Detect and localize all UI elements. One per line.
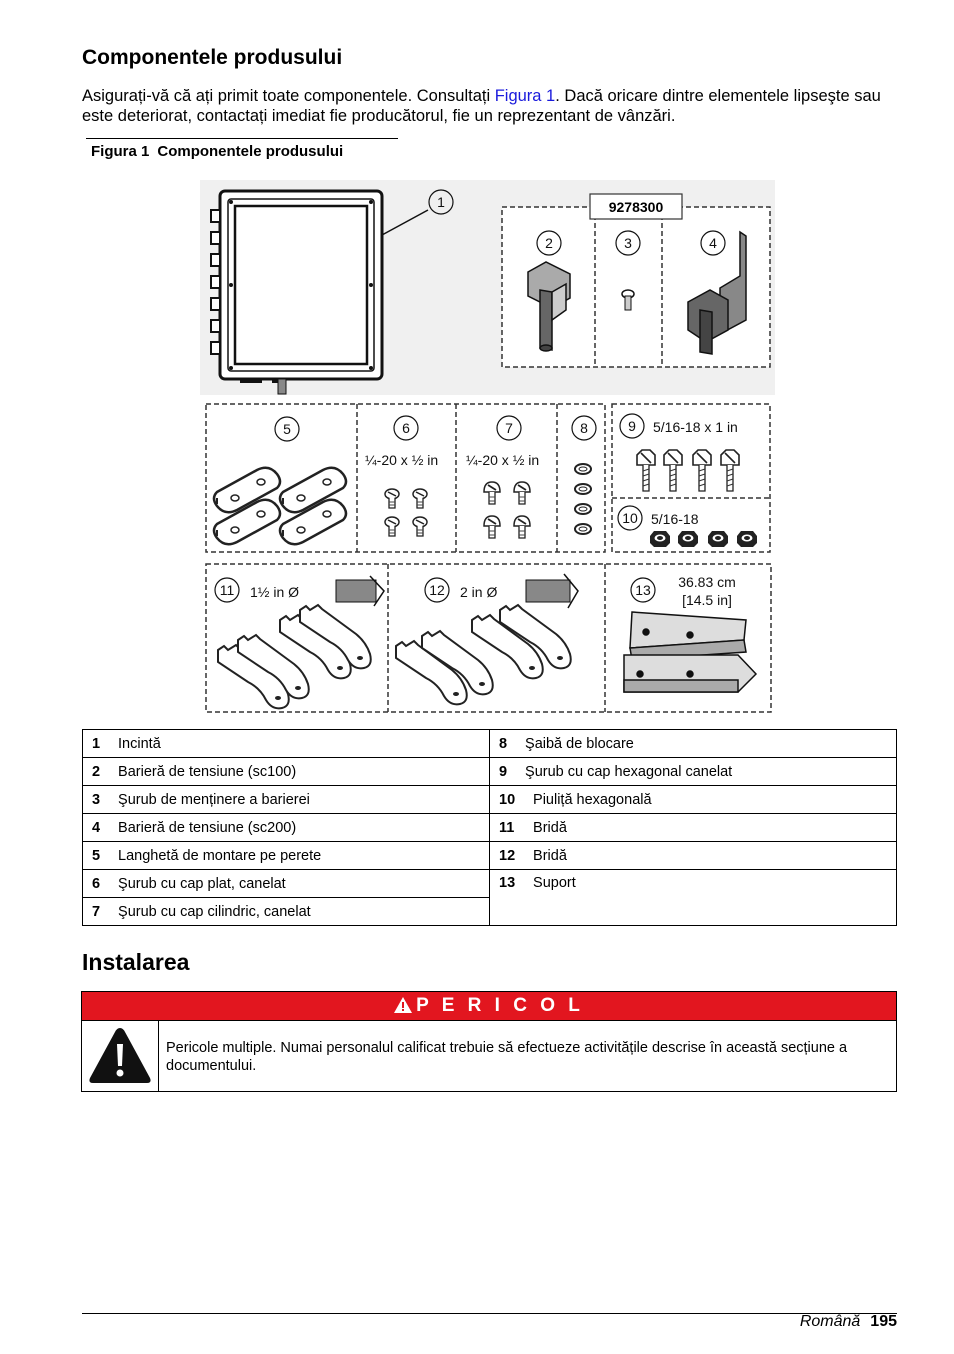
table-row (83, 842, 897, 870)
bracket-illustration (624, 612, 756, 692)
part-number: 7 (92, 903, 101, 920)
table-cell (83, 758, 490, 786)
part-number: 1 (92, 735, 101, 752)
table-cell (83, 898, 490, 926)
part-number: 4 (92, 819, 101, 836)
danger-notice (81, 991, 897, 1092)
parts-table (82, 729, 897, 926)
dim-label-9: 5/16-18 x 1 in (653, 419, 738, 435)
figure-caption-rule (86, 138, 398, 139)
callout-11: 11 (219, 582, 235, 598)
part-name: Bridă (533, 847, 567, 864)
part-number: 13 (499, 875, 516, 891)
figure-link[interactable]: Figura 1 (494, 87, 556, 105)
kit-number: 9278300 (608, 199, 664, 215)
part-name: Şurub cu cap plat, canelat (118, 875, 286, 892)
table-cell (83, 786, 490, 814)
figure-caption-text: Componentele produsului (157, 143, 344, 160)
table-cell (83, 730, 490, 758)
dim-label-13-metric: 36.83 cm (678, 574, 736, 590)
callout-2: 2 (545, 235, 553, 251)
figure-label: Figura 1 (91, 143, 150, 160)
danger-header (82, 992, 896, 1021)
dim-label-12: 2 in Ø (460, 584, 498, 600)
part-name: Şurub cu cap cilindric, canelat (118, 903, 311, 920)
danger-body (82, 1020, 896, 1092)
part-number: 8 (499, 735, 508, 752)
table-cell (83, 842, 490, 870)
part-number: 11 (499, 819, 515, 836)
part-number: 3 (92, 791, 101, 808)
part-name: Şaibă de blocare (525, 735, 634, 752)
table-cell (490, 870, 897, 926)
part-name: Suport (533, 875, 576, 891)
danger-text: Pericole multiple. Numai personalul calificat trebuie să efectueze activitățile descrise în această secțiune a documentului. (166, 1040, 848, 1074)
callout-10: 10 (622, 510, 638, 526)
danger-symbol (82, 1020, 159, 1092)
part-name: Şurub cu cap hexagonal canelat (525, 763, 733, 780)
part-number: 5 (92, 847, 101, 864)
table-row (83, 758, 897, 786)
section-title-components: Componentele produsului (82, 46, 343, 69)
hazard-triangle-icon (82, 1020, 158, 1092)
dim-label-11: 1½ in Ø (250, 584, 300, 600)
intro-text-end: . Dacă oricare dintre elementele lipseşte sau este deteriorat, contactați imediat fie producătorul, fie un reprezentant de vânzări. (82, 87, 881, 125)
part-number: 9 (499, 763, 508, 780)
callout-9: 9 (628, 418, 636, 434)
footer-rule (82, 1313, 897, 1314)
part-name: Bridă (533, 819, 567, 836)
intro-text-start: Asigurați-vă că ați primit toate componentele. Consultați (82, 87, 495, 105)
dim-label-7: ¼-20 x ½ in (466, 452, 540, 468)
table-row (83, 786, 897, 814)
table-row (83, 730, 897, 758)
part-name: Barieră de tensiune (sc200) (118, 819, 297, 836)
callout-4: 4 (709, 235, 717, 251)
part-number: 2 (92, 763, 101, 780)
callout-5: 5 (283, 421, 291, 437)
table-cell (490, 814, 897, 842)
part-number: 6 (92, 875, 101, 892)
part-number: 10 (499, 791, 516, 808)
table-row (83, 870, 897, 898)
callout-7: 7 (505, 420, 513, 436)
table-cell (490, 842, 897, 870)
warning-icon (394, 997, 412, 1013)
part-name: Incintă (118, 735, 161, 752)
section-title-installation: Instalarea (82, 949, 190, 975)
part-name: Barieră de tensiune (sc100) (118, 763, 297, 780)
page-footer (800, 1313, 897, 1331)
part-number: 12 (499, 847, 516, 864)
dim-label-13-imperial: [14.5 in] (682, 592, 732, 608)
footer-language: Română (799, 1313, 861, 1330)
table-cell (490, 786, 897, 814)
callout-6: 6 (402, 420, 410, 436)
components-illustration (200, 180, 775, 720)
figure-caption (91, 143, 343, 160)
callout-8: 8 (580, 420, 588, 436)
danger-heading: P E R I C O L (416, 995, 584, 1016)
dim-label-10: 5/16-18 (651, 511, 699, 527)
callout-1: 1 (437, 194, 445, 210)
table-cell (490, 730, 897, 758)
table-cell (490, 758, 897, 786)
intro-paragraph (82, 86, 882, 126)
part-name: Şurub de menținere a barierei (118, 791, 310, 808)
callout-12: 12 (429, 582, 445, 598)
callout-13: 13 (635, 582, 651, 598)
table-cell (83, 870, 490, 898)
part-name: Langhetă de montare pe perete (118, 847, 322, 864)
callout-3: 3 (624, 235, 632, 251)
dim-label-6: ¼-20 x ½ in (365, 452, 439, 468)
table-cell (83, 814, 490, 842)
part-name: Piuliță hexagonală (533, 791, 652, 808)
page-number: 195 (870, 1313, 897, 1330)
table-row (83, 814, 897, 842)
